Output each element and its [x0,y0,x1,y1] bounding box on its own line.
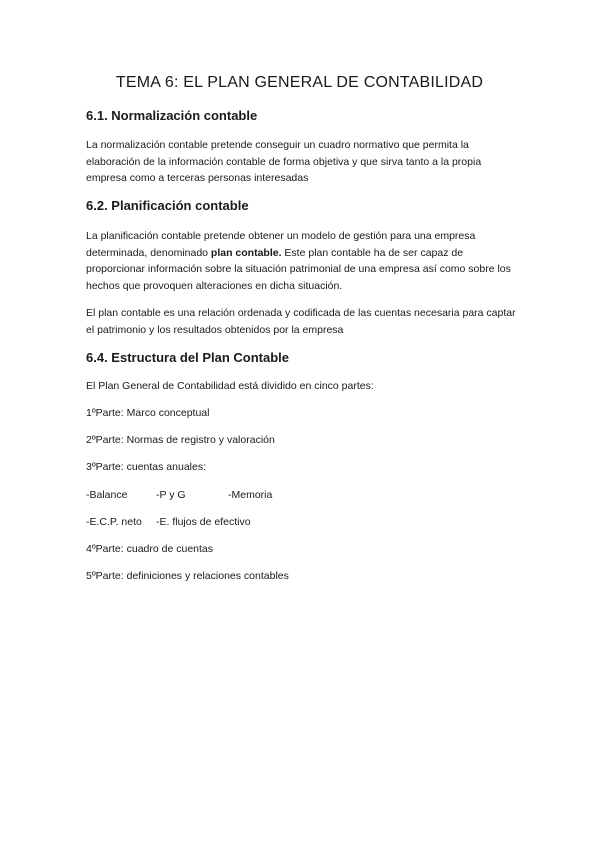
list-item-flujos-efectivo: -E. flujos de efectivo [156,516,251,528]
list-item-balance: -Balance [86,489,128,501]
paragraph-text: La planificación contable pretende obtener un modelo de gestión para una empresa determinada, denominado [86,230,476,259]
section-heading-normalizacion: 6.1. Normalización contable [86,108,258,123]
part-2: 2ºParte: Normas de registro y valoración [86,434,275,446]
part-5: 5ºParte: definiciones y relaciones contables [86,570,289,582]
section-heading-estructura: 6.4. Estructura del Plan Contable [86,350,289,365]
document-title: TEMA 6: EL PLAN GENERAL DE CONTABILIDAD [115,74,484,91]
list-item-memoria: -Memoria [228,489,273,501]
estructura-intro: El Plan General de Contabilidad está dividido en cinco partes: [86,380,374,392]
bold-term-plan-contable: plan contable. [210,246,282,259]
paragraph-planificacion [86,228,516,294]
part-1: 1ºParte: Marco conceptual [86,407,210,419]
cuentas-anuales-row-2 [86,516,251,528]
list-item-pyg: -P y G [156,489,186,501]
section-heading-planificacion: 6.2. Planificación contable [86,198,249,213]
paragraph-plan-contable: El plan contable es una relación ordenada y codificada de las cuentas necesaria para captar el patrimonio y los resultados obtenidos por la empresa [86,307,516,336]
paragraph-normalizacion: La normalización contable pretende conseguir un cuadro normativo que permita la elaboración de la información contable de forma objetiva y que sirva tanto a la propia empresa como a terceras personas interesadas [86,139,482,184]
cuentas-anuales-row-1 [86,489,272,501]
list-item-ecp-neto: -E.C.P. neto [86,516,142,528]
part-3: 3ºParte: cuentas anuales: [86,461,206,473]
paragraph-text: Este plan contable ha de ser capaz de proporcionar información sobre la situación patrimonial de una empresa así como sobre los hechos que provoquen alteraciones en dicha situación. [86,246,511,292]
part-4: 4ºParte: cuadro de cuentas [86,543,213,555]
